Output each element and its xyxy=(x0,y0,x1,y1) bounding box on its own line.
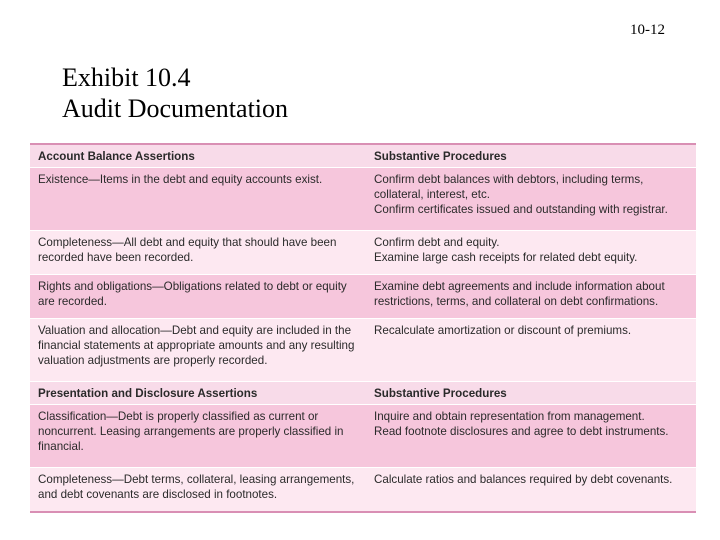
exhibit-title xyxy=(62,62,288,124)
procedures-cell xyxy=(366,405,696,467)
procedure-line: Confirm debt balances with debtors, including terms, collateral, interest, etc. xyxy=(374,173,644,201)
procedure-line: Examine large cash receipts for related debt equity. xyxy=(374,251,638,264)
assertion-cell: Completeness—All debt and equity that should have been recorded have been recorded. xyxy=(38,236,337,264)
table-row xyxy=(30,319,696,382)
assertion-cell: Valuation and allocation—Debt and equity are included in the financial statements at appropriate amounts and any resulting valuation adjustments are properly recorded. xyxy=(38,324,355,367)
header-substantive-procedures: Substantive Procedures xyxy=(374,387,507,400)
slide-number: 10-12 xyxy=(630,22,665,38)
header-presentation-disclosure-assertions: Presentation and Disclosure Assertions xyxy=(38,387,258,400)
exhibit-title-line-1: Exhibit 10.4 xyxy=(62,63,191,92)
procedure-line: Examine debt agreements and include information about restrictions, terms, and collateral on debt confirmations. xyxy=(374,280,665,308)
procedures-cell xyxy=(366,319,696,381)
table-row xyxy=(30,468,696,511)
header-account-balance-assertions: Account Balance Assertions xyxy=(38,150,195,163)
table-header-row xyxy=(30,145,696,168)
audit-documentation-table xyxy=(30,143,696,513)
procedure-line: Recalculate amortization or discount of premiums. xyxy=(374,324,632,337)
exhibit-title-line-2: Audit Documentation xyxy=(62,94,289,123)
assertion-cell: Existence—Items in the debt and equity accounts exist. xyxy=(38,173,323,186)
table-header-row xyxy=(30,382,696,405)
procedure-line: Read footnote disclosures and agree to debt instruments. xyxy=(374,425,669,438)
assertion-cell: Completeness—Debt terms, collateral, leasing arrangements, and debt covenants are disclosed in footnotes. xyxy=(38,473,355,501)
table-row xyxy=(30,275,696,319)
procedure-line: Confirm debt and equity. xyxy=(374,236,500,249)
assertion-cell: Rights and obligations—Obligations related to debt or equity are recorded. xyxy=(38,280,347,308)
table-row xyxy=(30,168,696,231)
table-row xyxy=(30,405,696,468)
procedures-cell xyxy=(366,168,696,230)
procedures-cell xyxy=(366,275,696,318)
header-substantive-procedures: Substantive Procedures xyxy=(374,150,507,163)
assertion-cell: Classification—Debt is properly classified as current or noncurrent. Leasing arrangements are properly classified in financial. xyxy=(38,410,344,453)
procedures-cell xyxy=(366,231,696,274)
procedure-line: Confirm certificates issued and outstanding with registrar. xyxy=(374,203,668,216)
table-row xyxy=(30,231,696,275)
procedure-line: Inquire and obtain representation from management. xyxy=(374,410,645,423)
procedure-line: Calculate ratios and balances required by debt covenants. xyxy=(374,473,673,486)
procedures-cell xyxy=(366,468,696,511)
